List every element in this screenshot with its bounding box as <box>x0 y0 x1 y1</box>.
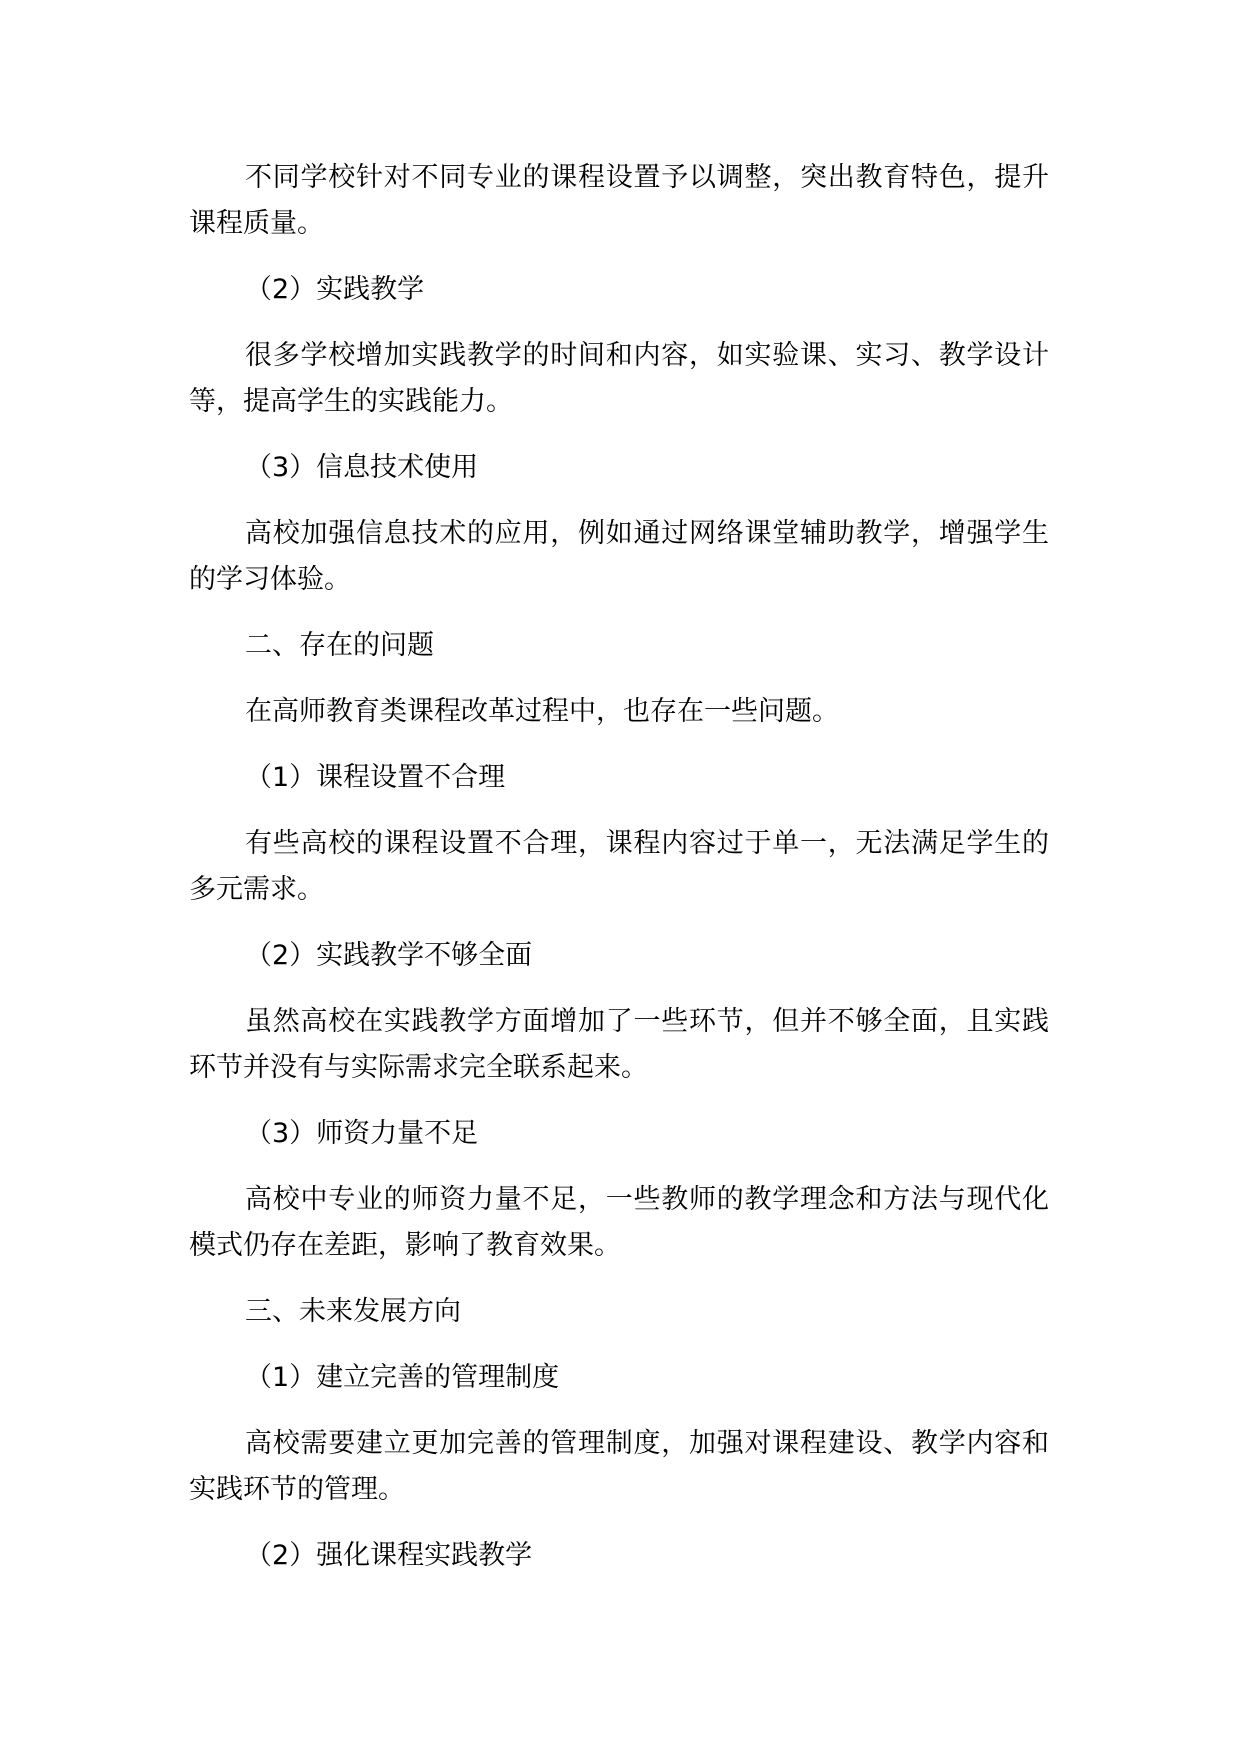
heading-future-direction: 三、未来发展方向 <box>245 1296 461 1327</box>
paragraph-insufficient-faculty: 高校中专业的师资力量不足，一些教师的教学理念和方法与现代化模式仍存在差距，影响了教育效果。 <box>189 1184 1049 1261</box>
paragraph-practice-teaching: 很多学校增加实践教学的时间和内容，如实验课、实习、教学设计等，提高学生的实践能力。 <box>189 340 1049 417</box>
paragraph-course-adjustment: 不同学校针对不同专业的课程设置予以调整，突出教育特色，提升课程质量。 <box>189 162 1049 239</box>
heading-information-technology: （3）信息技术使用 <box>245 452 479 483</box>
heading-practice-teaching: （2）实践教学 <box>245 274 425 305</box>
heading-insufficient-faculty: （3）师资力量不足 <box>245 1118 479 1149</box>
heading-management-system: （1）建立完善的管理制度 <box>245 1362 560 1393</box>
paragraph-management-system: 高校需要建立更加完善的管理制度，加强对课程建设、教学内容和实践环节的管理。 <box>189 1428 1049 1505</box>
paragraph-unreasonable-courses: 有些高校的课程设置不合理，课程内容过于单一，无法满足学生的多元需求。 <box>189 828 1049 905</box>
paragraph-incomplete-practice: 虽然高校在实践教学方面增加了一些环节，但并不够全面，且实践环节并没有与实际需求完全联系起来。 <box>189 1006 1049 1083</box>
paragraph-existing-problems: 在高师教育类课程改革过程中，也存在一些问题。 <box>245 696 839 727</box>
document-body <box>189 155 1049 1599</box>
heading-unreasonable-courses: （1）课程设置不合理 <box>245 762 506 793</box>
heading-strengthen-practice: （2）强化课程实践教学 <box>245 1540 533 1571</box>
paragraph-information-technology: 高校加强信息技术的应用，例如通过网络课堂辅助教学，增强学生的学习体验。 <box>189 518 1049 595</box>
heading-existing-problems: 二、存在的问题 <box>245 630 434 661</box>
heading-incomplete-practice: （2）实践教学不够全面 <box>245 940 533 971</box>
